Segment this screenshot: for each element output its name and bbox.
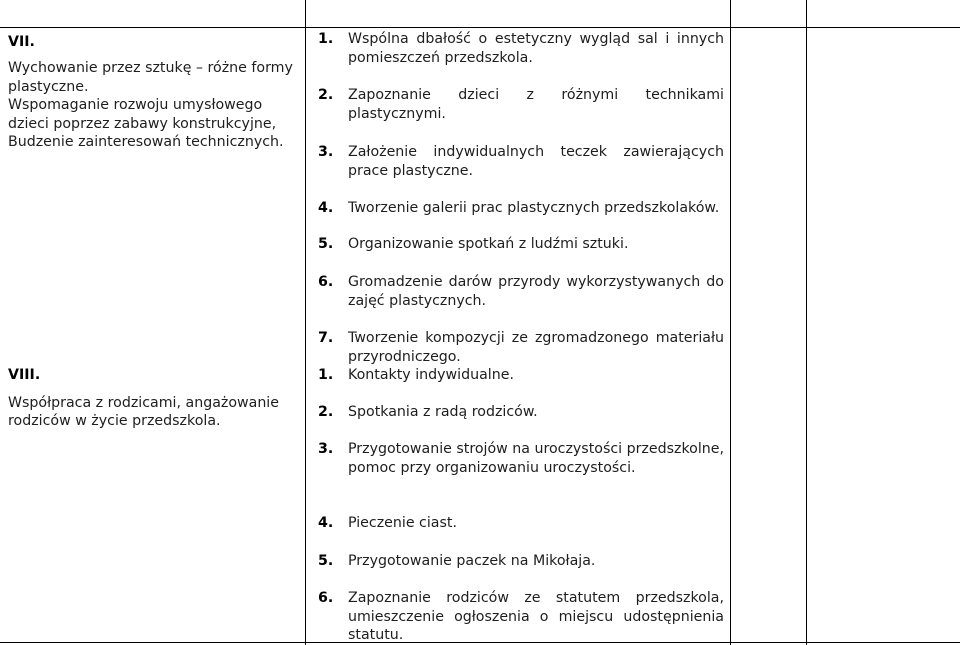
list-item bbox=[318, 514, 724, 533]
section-vii-line: Wychowanie przez sztukę – różne formy bbox=[8, 60, 293, 76]
item-number: 3. bbox=[318, 441, 334, 457]
item-number: 6. bbox=[318, 274, 334, 290]
item-text: Tworzenie galerii prac plastycznych przedszkolaków. bbox=[348, 200, 720, 216]
list-item bbox=[318, 86, 724, 123]
column-divider-2 bbox=[730, 0, 731, 645]
item-number: 3. bbox=[318, 144, 334, 160]
list-item bbox=[318, 440, 724, 477]
item-number: 7. bbox=[318, 330, 334, 346]
section-vii-line: Wspomaganie rozwoju umysłowego bbox=[8, 97, 263, 113]
list-item bbox=[318, 30, 724, 67]
item-number: 2. bbox=[318, 87, 334, 103]
item-number: 4. bbox=[318, 200, 334, 216]
section-viii-line: rodziców w życie przedszkola. bbox=[8, 413, 221, 429]
item-text: Przygotowanie paczek na Mikołaja. bbox=[348, 553, 596, 569]
list-item bbox=[318, 143, 724, 180]
column-divider-3 bbox=[806, 0, 807, 645]
item-text: Zapoznanie dzieci z różnymi technikami plastycznymi. bbox=[348, 87, 724, 122]
list-item bbox=[318, 329, 724, 366]
item-text: Założenie indywidualnych teczek zawierających prace plastyczne. bbox=[348, 144, 724, 179]
list-item bbox=[318, 403, 724, 422]
item-number: 1. bbox=[318, 367, 334, 383]
item-text: Kontakty indywidualne. bbox=[348, 367, 514, 383]
item-number: 6. bbox=[318, 590, 334, 606]
list-item bbox=[318, 589, 724, 645]
item-text: Spotkania z radą rodziców. bbox=[348, 404, 538, 420]
table-top-border bbox=[0, 27, 960, 28]
item-text: Tworzenie kompozycji ze zgromadzonego materiału przyrodniczego. bbox=[348, 330, 724, 365]
list-item bbox=[318, 235, 724, 254]
section-vii-line: plastyczne. bbox=[8, 79, 89, 95]
item-number: 1. bbox=[318, 31, 334, 47]
item-text: Zapoznanie rodziców ze statutem przedszkola, umieszczenie ogłoszenia o miejscu udostępnienia statutu. bbox=[348, 590, 724, 643]
item-number: 5. bbox=[318, 236, 334, 252]
list-item bbox=[318, 273, 724, 310]
item-number: 2. bbox=[318, 404, 334, 420]
item-text: Przygotowanie strojów na uroczystości przedszkolne, pomoc przy organizowaniu uroczystości. bbox=[348, 441, 725, 476]
item-number: 4. bbox=[318, 515, 334, 531]
section-vii-line: Budzenie zainteresowań technicznych. bbox=[8, 134, 284, 150]
section-viii-heading: VIII. bbox=[8, 367, 41, 383]
section-vii-heading: VII. bbox=[8, 34, 35, 50]
section-viii-line: Współpraca z rodzicami, angażowanie bbox=[8, 395, 279, 411]
item-text: Wspólna dbałość o estetyczny wygląd sal i innych pomieszczeń przedszkola. bbox=[348, 31, 724, 66]
item-number: 5. bbox=[318, 553, 334, 569]
column-divider-1 bbox=[305, 0, 306, 645]
item-text: Organizowanie spotkań z ludźmi sztuki. bbox=[348, 236, 629, 252]
section-vii-line: dzieci poprzez zabawy konstrukcyjne, bbox=[8, 116, 277, 132]
list-item bbox=[318, 199, 724, 218]
item-text: Gromadzenie darów przyrody wykorzystywanych do zajęć plastycznych. bbox=[348, 274, 724, 309]
list-item bbox=[318, 552, 724, 571]
list-item bbox=[318, 366, 724, 385]
item-text: Pieczenie ciast. bbox=[348, 515, 457, 531]
